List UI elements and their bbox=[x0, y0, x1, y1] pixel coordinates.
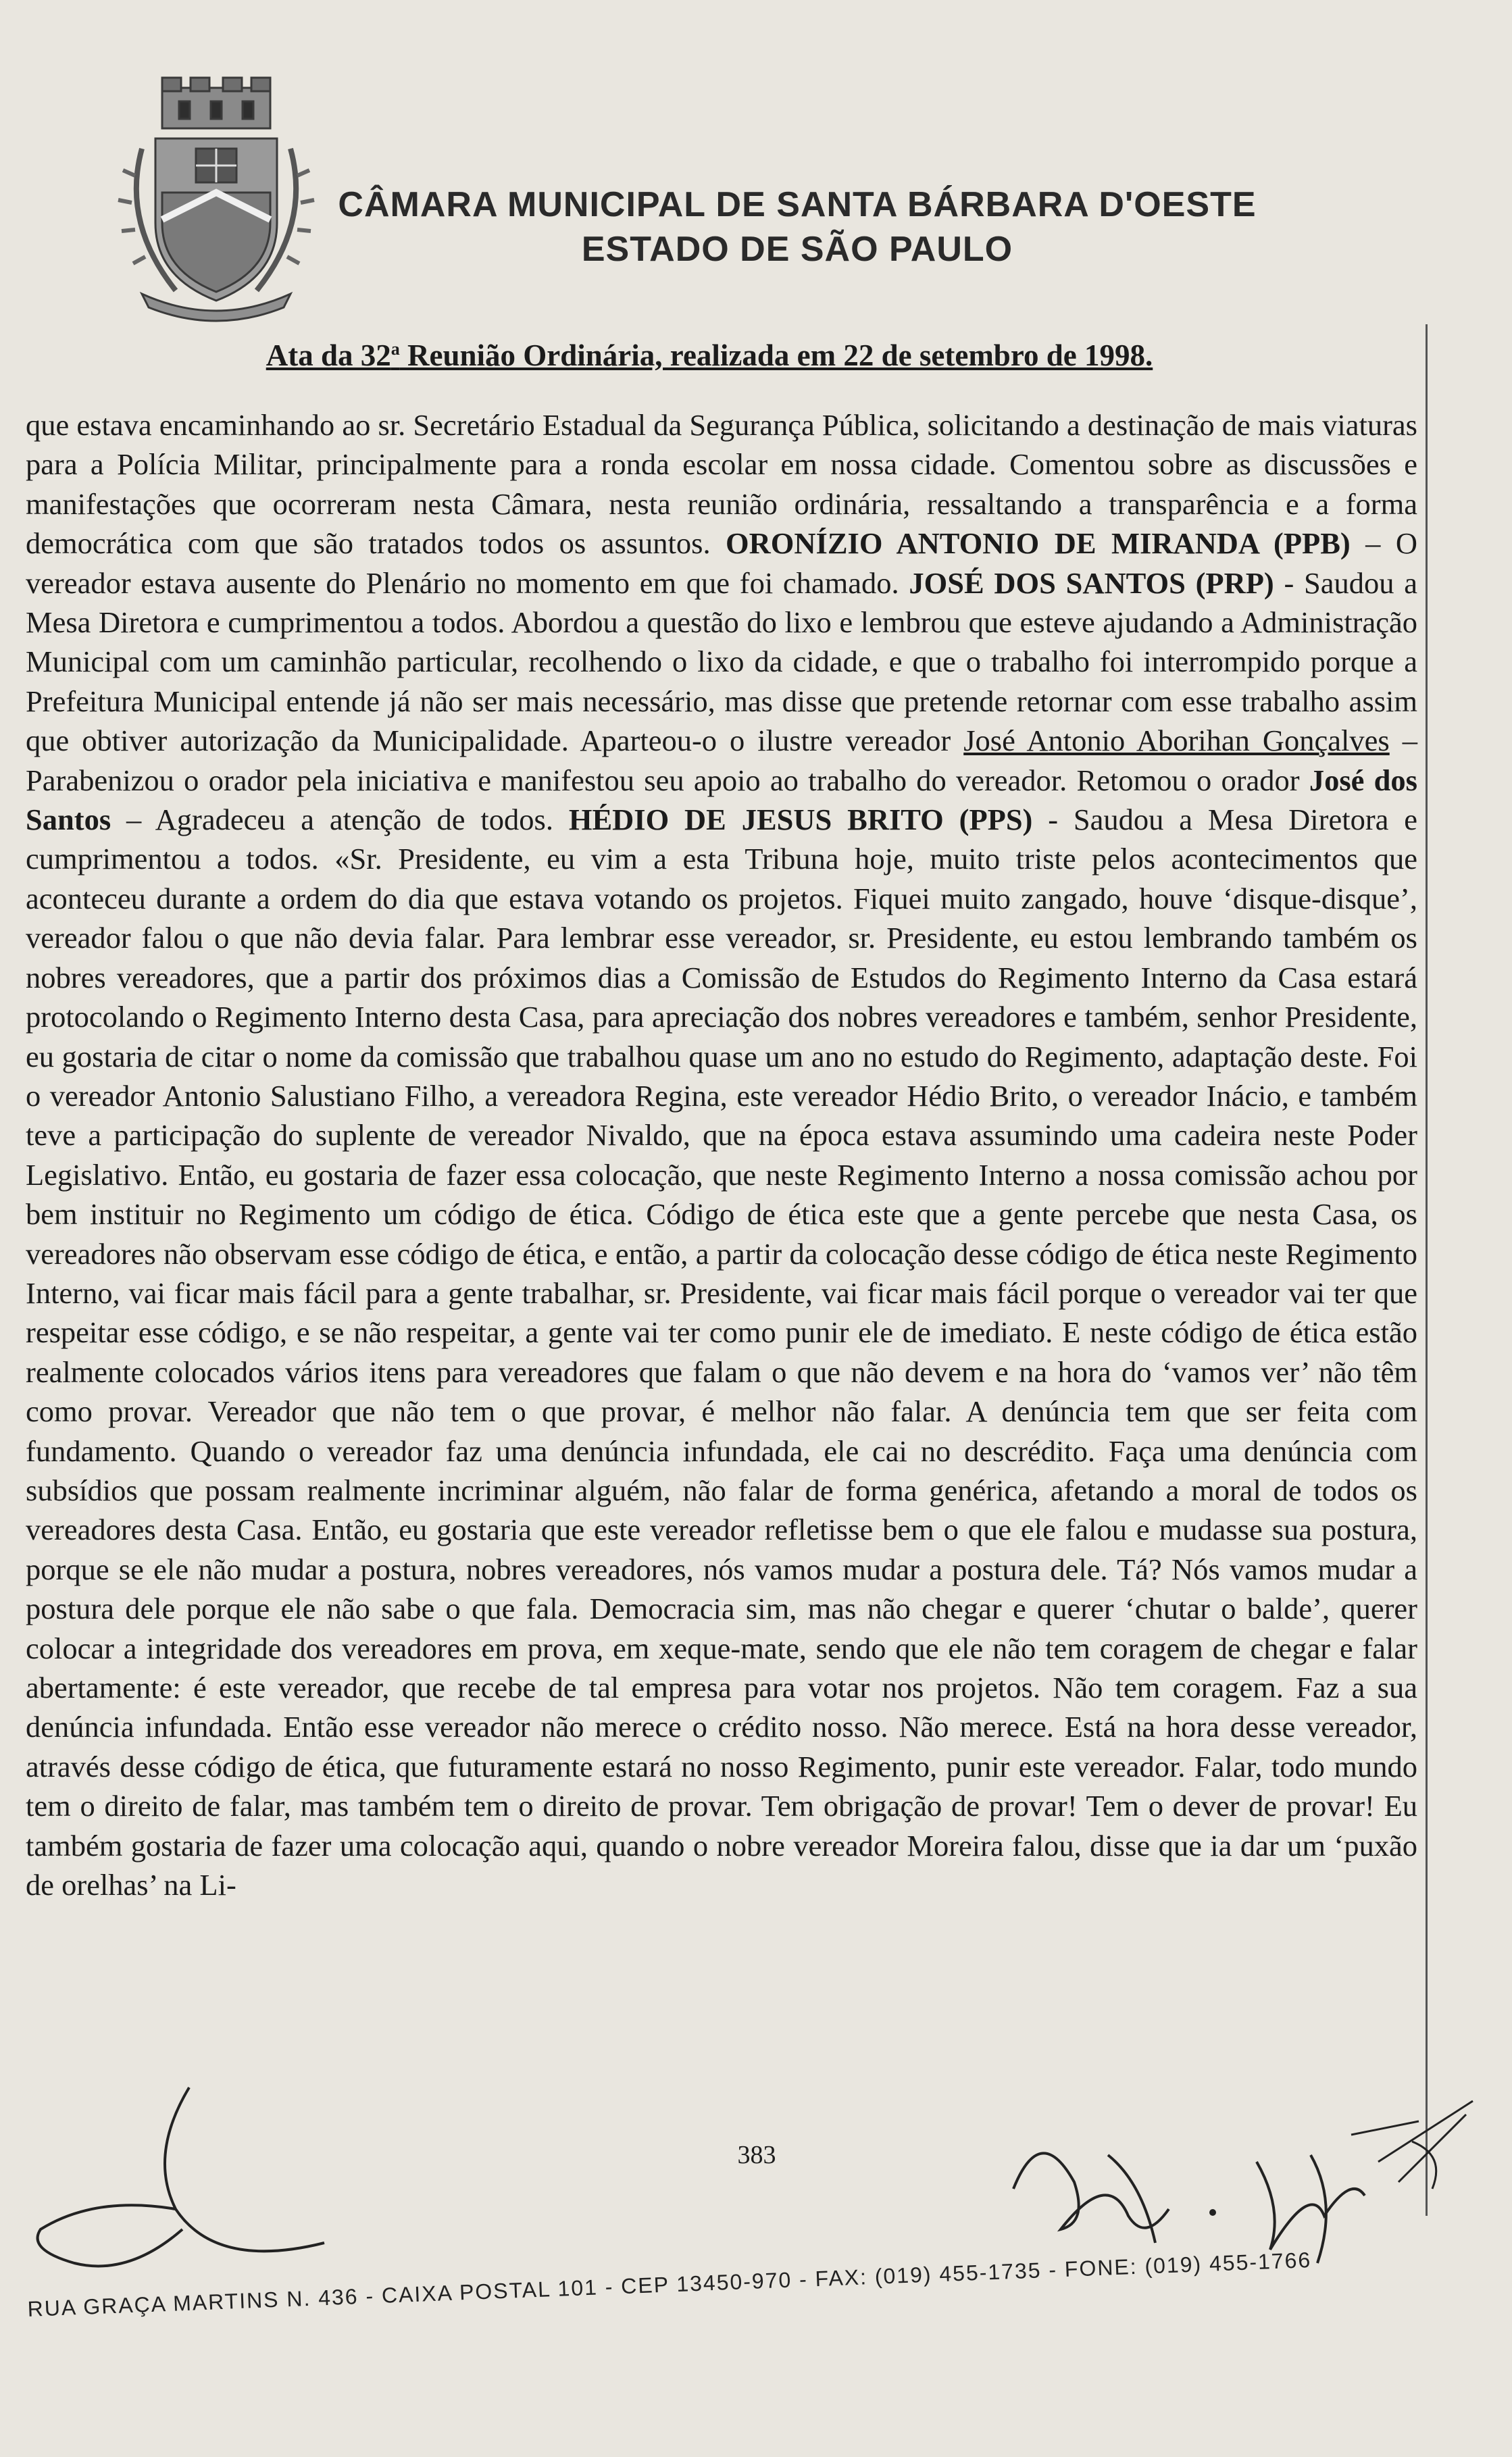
state-name: ESTADO DE SÃO PAULO bbox=[581, 230, 1013, 269]
body-paragraph: que estava encaminhando ao sr. Secretário Estadual da Segurança Pública, solicitando a destinação de mais viaturas para a Polícia Militar, principalmente para a ronda escolar em nossa cidade. Comentou sobre as discussões e manifestações que ocorreram nesta Câmara, nesta reunião ordinária, ressaltando a transparência e a forma democrática com que são tratados todos os assuntos. ORONÍZIO ANTONIO DE MIRANDA (PPB) – O vereador estava ausente do Plenário no momento em que foi chamado. JOSÉ DOS SANTOS (PRP) - Saudou a Mesa Diretora e cumprimentou a todos. Abordou a questão do lixo e lembrou que esteve ajudando a Administração Municipal com um caminhão particular, recolhendo o lixo da cidade, e que o trabalho foi interrompido porque a Prefeitura Municipal entende já não ser mais necessário, mas disse que pretende retornar com esse trabalho assim que obtiver autorização da Municipalidade. Aparteou-o o ilustre vereador José Antonio Aborihan Gonçalves – Parabenizou o orador pela iniciativa e manifestou seu apoio ao trabalho do vereador. Retomou o orador José dos Santos – Agradeceu a atenção de todos. HÉDIO DE JESUS BRITO (PPS) - Saudou a Mesa Diretora e cumprimentou a todos. «Sr. Presidente, eu vim a esta Tribuna hoje, muito triste pelos acontecimentos que aconteceu durante a ordem do dia que estava votando os projetos. Fiquei muito zangado, houve ‘disque-disque’, vereador falou o que não devia falar. Para lembrar esse vereador, sr. Presidente, eu estou lembrando também os nobres vereadores, que a partir dos próximos dias a Comissão de Estudos do Regimento Interno da Casa estará protocolando o Regimento Interno desta Casa, para apreciação dos nobres vereadores e também, senhor Presidente, eu gostaria de citar o nome da comissão que trabalhou quase um ano no estudo do Regimento, adaptação deste. Foi o vereador Antonio Salustiano Filho, a vereadora Regina, este vereador Hédio Brito, o vereador Inácio, e também teve a participação do suplente de vereador Nivaldo, que na época estava assumindo uma cadeira neste Poder Legislativo. Então, eu gostaria de fazer essa colocação, que neste Regimento Interno a nossa comissão achou por bem instituir no Regimento um código de ética. Código de ética este que a gente percebe que nesta Casa, os vereadores não observam esse código de ética, e então, a partir da colocação desse código de ética neste Regimento Interno, vai ficar mais fácil para a gente trabalhar, sr. Presidente, vai ficar mais fácil porque o vereador vai ter que respeitar esse código, e se não respeitar, a gente vai ter como punir ele de imediato. E neste código de ética estão realmente colocados vários itens para vereadores que falam o que não devem e na hora do ‘vamos ver’ não têm como provar. Vereador que não tem o que provar, é melhor não falar. A denúncia tem que ser feita com fundamento. Quando o vereador faz uma denúncia infundada, ele cai no descrédito. Faça uma denúncia com subsídios que possam realmente incriminar alguém, não falar de forma genérica, afetando a moral de todos os vereadores desta Casa. Então, eu gostaria que este vereador refletisse bem o que ele falou e mudasse sua postura, porque se ele não mudar a postura, nobres vereadores, nós vamos mudar a postura dele. Tá? Nós vamos mudar a postura dele porque ele não sabe o que fala. Democracia sim, mas não chegar e querer ‘chutar o balde’, querer colocar a integridade dos vereadores em prova, em xeque-mate, sendo que ele não tem coragem de chegar e falar abertamente: é este vereador, que recebe de tal empresa para votar nos projetos. Não tem coragem. Faz a sua denúncia infundada. Então esse vereador não merece o crédito nosso. Não merece. Está na hora desse vereador, através desse código de ética, que futuramente estará no nosso Regimento, punir este vereador. Falar, todo mundo tem o direito de falar, mas também tem o direito de provar. Tem obrigação de provar! Tem o dever de provar! Eu também gostaria de fazer uma colocação aqui, quando o nobre vereador Moreira falou, disse que ia dar um ‘puxão de orelhas’ na Li- bbox=[26, 408, 1417, 1902]
letterhead bbox=[318, 182, 1277, 272]
speaker-name: JOSÉ DOS SANTOS (PRP) bbox=[909, 565, 1274, 600]
page-number: 383 bbox=[737, 2141, 776, 2169]
margin-rule bbox=[1426, 324, 1428, 2216]
institution-name: CÂMARA MUNICIPAL DE SANTA BÁRBARA D'OESTE bbox=[338, 185, 1257, 224]
signature-left bbox=[14, 2074, 392, 2277]
coat-of-arms-logo bbox=[115, 74, 318, 331]
speaker-name: José dos Santos bbox=[26, 763, 1417, 837]
minutes-title: Ata da 32$^a$ Reunião Ordinária, realizada em 22 de setembro de 1998. bbox=[266, 338, 1153, 372]
address-footer: RUA GRAÇA MARTINS N. 436 - CAIXA POSTAL 101 - CEP 13450-970 - FAX: (019) 455-1735 - FONE: (019) 455-1766 bbox=[27, 2247, 1312, 2321]
minutes-body bbox=[26, 405, 1417, 1904]
speaker-name: HÉDIO DE JESUS BRITO (PPS) bbox=[568, 803, 1033, 837]
speaker-name: ORONÍZIO ANTONIO DE MIRANDA (PPB) bbox=[726, 526, 1351, 561]
aparte-name: José Antonio Aborihan Gonçalves bbox=[963, 724, 1390, 758]
signature-right bbox=[1000, 2081, 1486, 2270]
